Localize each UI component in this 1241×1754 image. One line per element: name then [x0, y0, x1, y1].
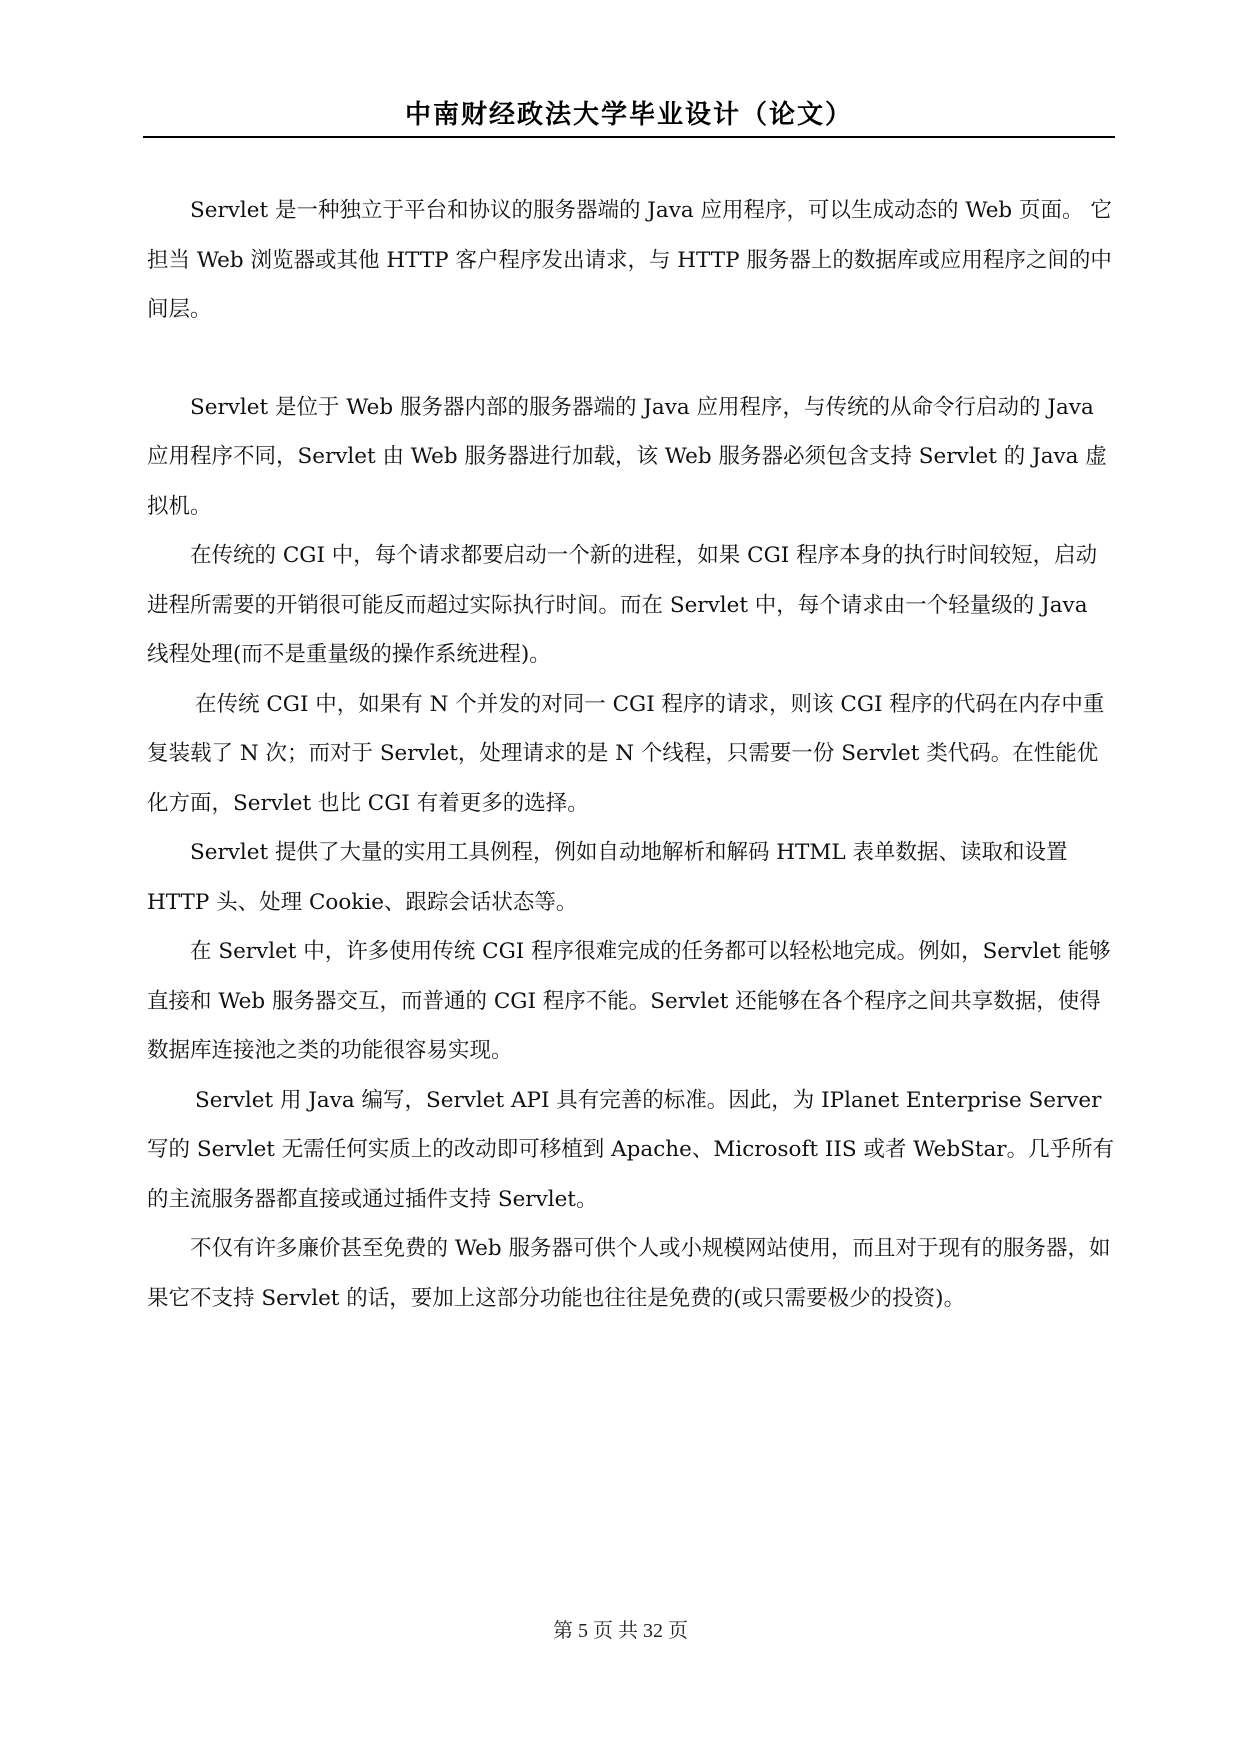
body-content — [147, 186, 1115, 1323]
page-number: 第 5 页 共 32 页 — [553, 1620, 688, 1642]
paragraph-cgi-concurrency: 在传统 CGI 中，如果有 N 个并发的对同一 CGI 程序的请求，则该 CGI 程序的代码在内存中重复装载了 N 次；而对于 Servlet，处理请求的是 N 个线程，只需要一份 Servlet 类代码。在性能优化方面，Servlet 也比 CGI 有着更多的选择。 — [147, 691, 1105, 816]
paragraph-servlet-tasks: 在 Servlet 中，许多使用传统 CGI 程序很难完成的任务都可以轻松地完成。例如，Servlet 能够直接和 Web 服务器交互，而普通的 CGI 程序不能。Servlet 还能够在各个程序之间共享数据，使得数据库连接池之类的功能很容易实现。 — [147, 939, 1111, 1063]
header-title: 中南财经政法大学毕业设计（论文） — [404, 100, 853, 130]
page-header — [143, 92, 1115, 138]
paragraph-servlet-location: Servlet 是位于 Web 服务器内部的服务器端的 Java 应用程序，与传统的从命令行启动的 Java 应用程序不同，Servlet 由 Web 服务器进行加载，该 Web 服务器必须包含支持 Servlet 的 Java 虚拟机。 — [147, 394, 1107, 519]
paragraph-servlet-portability: Servlet 用 Java 编写，Servlet API 具有完善的标准。因此，为 IPlanet Enterprise Server 写的 Servlet 无需任何实质上的改动即可移植到 Apache、Microsoft IIS 或者 WebStar。几乎所有的主流服务器都直接或通过插件支持 Servlet。 — [147, 1087, 1115, 1212]
paragraph-servlet-cost: 不仅有许多廉价甚至免费的 Web 服务器可供个人或小规模网站使用，而且对于现有的服务器，如果它不支持 Servlet 的话，要加上这部分功能也往往是免费的(或只需要极少的投资)。 — [147, 1236, 1111, 1311]
paragraph-servlet-intro: Servlet 是一种独立于平台和协议的服务器端的 Java 应用程序，可以生成动态的 Web 页面。 它担当 Web 浏览器或其他 HTTP 客户程序发出请求，与 HTTP 服务器上的数据库或应用程序之间的中间层。 — [147, 198, 1112, 322]
paragraph-cgi-process: 在传统的 CGI 中，每个请求都要启动一个新的进程，如果 CGI 程序本身的执行时间较短，启动进程所需要的开销很可能反而超过实际执行时间。而在 Servlet 中，每个请求由一个轻量级的 Java 线程处理(而不是重量级的操作系统进程)。 — [147, 543, 1098, 667]
paragraph-servlet-utilities: Servlet 提供了大量的实用工具例程，例如自动地解析和解码 HTML 表单数据、读取和设置 HTTP 头、处理 Cookie、跟踪会话状态等。 — [147, 840, 1068, 915]
